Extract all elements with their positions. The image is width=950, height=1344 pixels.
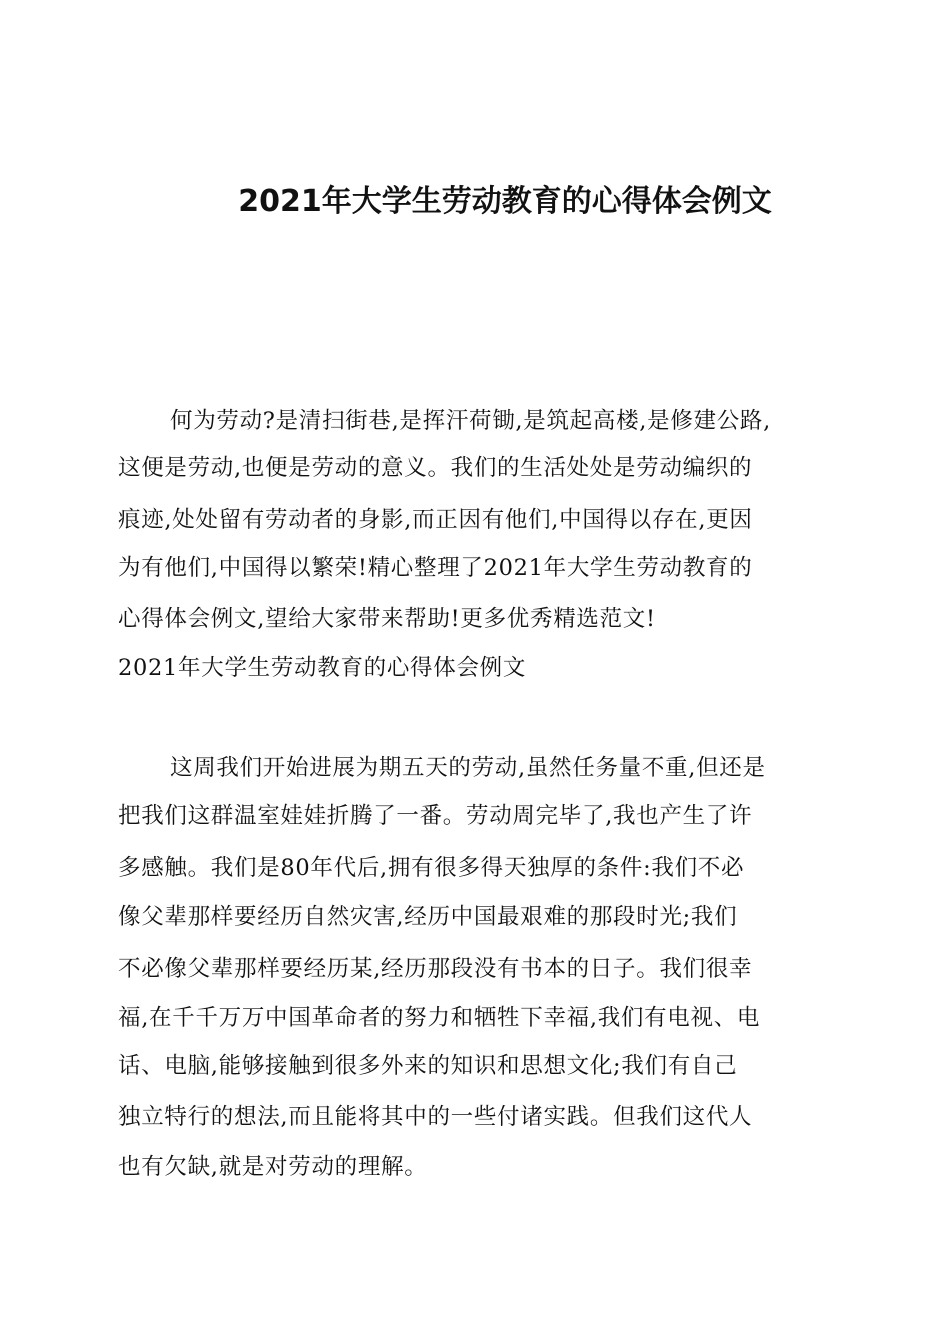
body-line: 多感触。我们是80年代后,拥有很多得天独厚的条件:我们不必 [118, 855, 745, 881]
intro-line: 何为劳动?是清扫街巷,是挥汗荷锄,是筑起高楼,是修建公路, [170, 408, 771, 434]
body-line: 福,在千千万万中国革命者的努力和牺牲下幸福,我们有电视、电 [118, 1005, 761, 1031]
document-title: 2021年大学生劳动教育的心得体会例文 [238, 184, 772, 219]
body-line: 也有欠缺,就是对劳动的理解。 [118, 1154, 428, 1180]
intro-line: 心得体会例文,望给大家带来帮助!更多优秀精选范文! [118, 606, 656, 632]
intro-line: 这便是劳动,也便是劳动的意义。我们的生活处处是劳动编织的 [118, 455, 753, 481]
body-line: 把我们这群温室娃娃折腾了一番。劳动周完毕了,我也产生了许 [118, 803, 753, 829]
body-line: 不必像父辈那样要经历某,经历那段没有书本的日子。我们很幸 [118, 956, 753, 982]
body-line: 话、电脑,能够接触到很多外来的知识和思想文化;我们有自己 [118, 1053, 738, 1079]
intro-line: 痕迹,处处留有劳动者的身影,而正因有他们,中国得以存在,更因 [118, 507, 753, 533]
body-line: 这周我们开始进展为期五天的劳动,虽然任务量不重,但还是 [170, 755, 766, 781]
body-line: 像父辈那样要经历自然灾害,经历中国最艰难的那段时光;我们 [118, 904, 738, 930]
body-line: 独立特行的想法,而且能将其中的一些付诸实践。但我们这代人 [118, 1104, 753, 1130]
section-subtitle: 2021年大学生劳动教育的心得体会例文 [118, 655, 527, 681]
intro-line: 为有他们,中国得以繁荣!精心整理了2021年大学生劳动教育的 [118, 555, 753, 581]
